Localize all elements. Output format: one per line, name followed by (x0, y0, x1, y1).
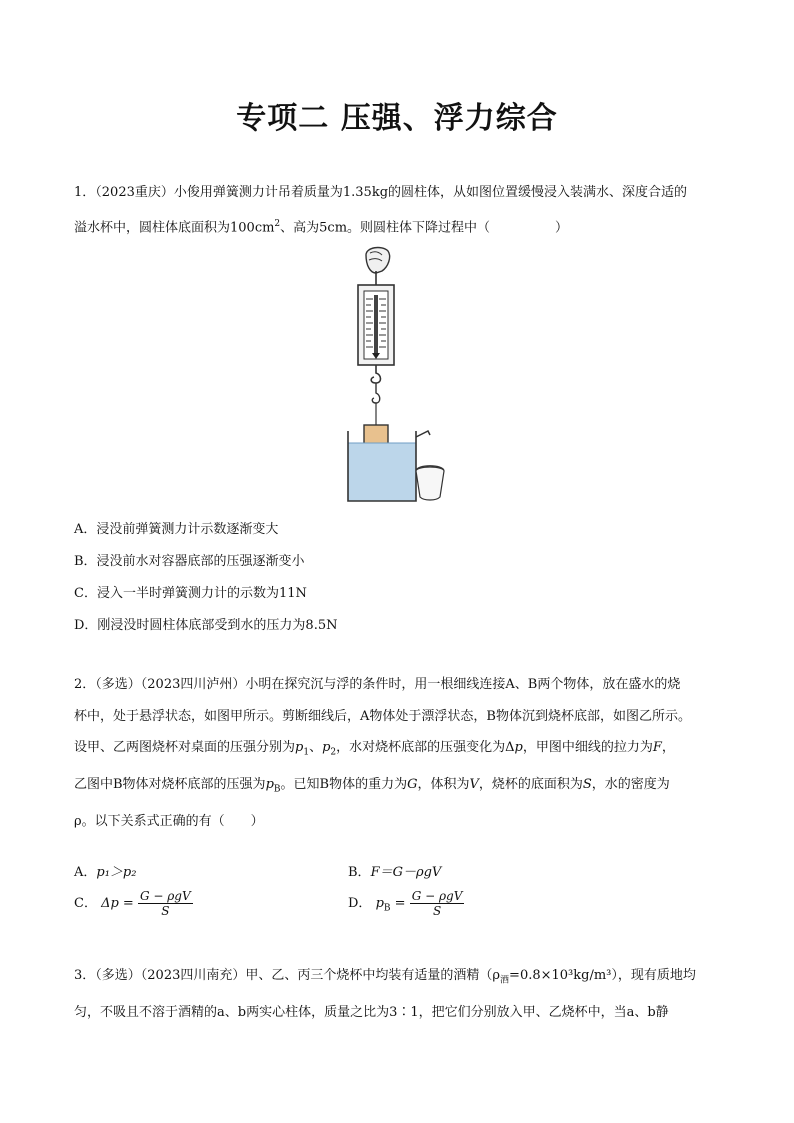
q3-text-1a: 甲、乙、丙三个烧杯中均装有适量的酒精（ρ (245, 968, 501, 983)
q1-text-2a: 溢水杯中，圆柱体底面积为100cm (74, 219, 275, 235)
q2-tag: （多选）（2023四川泸州） (95, 677, 246, 692)
spring-scale-spring (374, 295, 378, 353)
q2-comma: ， (661, 740, 675, 755)
q2-option-d-sub: B (383, 903, 391, 914)
q3-text-1b: =0.8×10³kg/m³），现有质地均 (509, 968, 696, 983)
q1-source: （2023重庆） (95, 185, 174, 200)
q2-option-b-expr: F＝G－ρgV (370, 865, 442, 880)
q2-text-3a: 设甲、乙两图烧杯对桌面的压强分别为 (74, 740, 296, 755)
q2-var-p1: p (295, 740, 304, 755)
q2-option-c (74, 889, 193, 918)
q2-option-a-expr: p₁＞p₂ (96, 865, 137, 880)
q1-option-c: C．浸入一半时弹簧测力计的示数为11N (74, 586, 307, 601)
q2-option-c-label: C． (74, 896, 97, 911)
bucket-icon (416, 471, 444, 500)
q2-var-V: V (469, 777, 479, 793)
q1-option-b: B．浸没前水对容器底部的压强逐渐变小 (74, 554, 305, 569)
q2-sep: 、 (309, 740, 323, 755)
q2-option-d-fraction (410, 889, 465, 918)
water-body (348, 443, 416, 501)
q2-option-c-fraction (138, 889, 193, 918)
q1-line-1 (74, 177, 724, 209)
q2-option-b-label: B． (348, 865, 371, 880)
q2-text-4c: ，体积为 (417, 777, 470, 793)
q2-option-c-num: G − ρgV (139, 889, 191, 903)
q1-text-1: 小俊用弹簧测力计吊着质量为1.35kg的圆柱体，从如图位置缓慢浸入装满水、深度合适的 (173, 185, 688, 200)
q2-line-5: ρ。以下关系式正确的有（ ） (74, 814, 264, 830)
question-3 (74, 960, 724, 1029)
q2-var-F: F (652, 740, 662, 755)
spring-scale-figure (336, 245, 460, 507)
q2-text-3b: ，水对烧杯底部的压强变化为Δ (336, 740, 515, 755)
q2-option-c-lhs: Δp = (101, 896, 134, 911)
hand-icon (366, 248, 390, 273)
question-2 (74, 669, 724, 838)
q2-text-4e: ，水的密度为 (591, 777, 670, 793)
q2-option-a (74, 861, 136, 880)
q2-option-b (348, 861, 441, 880)
q2-text-4b: 。已知B物体的重力为 (280, 777, 408, 793)
q2-option-d (348, 889, 464, 918)
q2-line-3 (74, 732, 724, 769)
q2-var-dp: p (514, 740, 523, 755)
q3-line-1 (74, 960, 724, 997)
q2-line-1 (74, 669, 724, 701)
q2-number: 2． (74, 677, 96, 692)
q3-sub: 酒 (500, 975, 510, 986)
q2-sub-1: 1 (303, 747, 310, 758)
hook-icon (371, 365, 380, 383)
q2-line-4 (74, 769, 724, 806)
q1-sup: 2 (274, 218, 281, 229)
q2-var-pB: p (265, 777, 274, 793)
q1-option-d: D．刚浸没时圆柱体底部受到水的压力为8.5N (74, 618, 338, 633)
q1-text-2b: 、高为5cm。则圆柱体下降过程中（ ） (280, 219, 569, 235)
q2-var-p2: p (322, 740, 331, 755)
q2-option-d-num: G − ρgV (411, 889, 463, 903)
q2-sub-B: B (273, 784, 281, 795)
q2-text-3c: ，甲图中细线的拉力为 (522, 740, 653, 755)
q2-option-a-label: A． (74, 865, 97, 880)
q2-text-4a: 乙图中B物体对烧杯底部的压强为 (74, 777, 266, 793)
page-title: 专项二 压强、浮力综合 (236, 101, 558, 136)
q2-line-2: 杯中，处于悬浮状态，如图甲所示。剪断细线后，A物体处于漂浮状态，B物体沉到烧杯底部，如图乙所示。 (74, 708, 691, 724)
q2-option-c-den: S (161, 904, 170, 918)
overflow-spout (416, 431, 430, 437)
q2-var-S: S (582, 777, 592, 793)
q2-option-d-lhs: p (375, 896, 384, 911)
q2-var-G: G (407, 777, 418, 793)
q3-line-2: 匀，不吸且不溶于酒精的a、b两实心柱体，质量之比为3∶1，把它们分别放入甲、乙烧杯中，当a、b静 (74, 1005, 669, 1021)
q2-option-d-den: S (432, 904, 442, 918)
q2-sub-2: 2 (330, 747, 337, 758)
q2-text-1: 小明在探究沉与浮的条件时，用一根细线连接A、B两个物体，放在盛水的烧 (245, 677, 681, 692)
q2-option-d-label: D． (348, 896, 372, 911)
q3-number: 3． (74, 968, 96, 983)
lower-hook-icon (372, 383, 379, 403)
question-1 (74, 177, 724, 243)
q1-number: 1． (74, 185, 96, 200)
q1-line-2 (74, 209, 724, 244)
q2-text-4d: ，烧杯的底面积为 (478, 777, 583, 793)
q1-option-a: A．浸没前弹簧测力计示数逐渐变大 (74, 522, 279, 537)
q2-option-d-eq: = (394, 896, 406, 911)
q3-tag: （多选）（2023四川南充） (95, 968, 246, 983)
